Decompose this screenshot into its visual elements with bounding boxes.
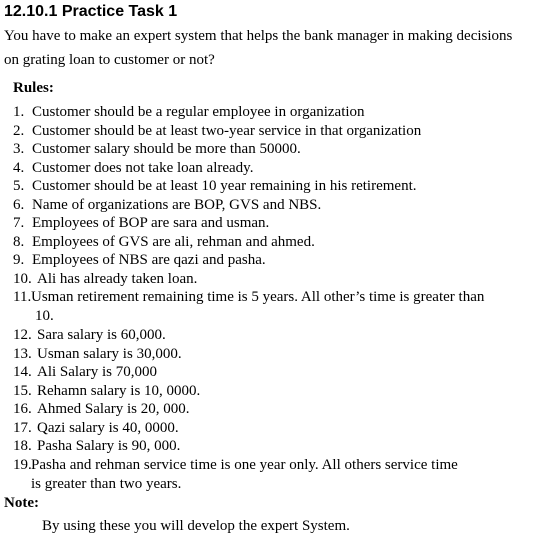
rule-number: 3. [13, 141, 25, 157]
rule-item [13, 159, 253, 178]
rule-number: 19. [13, 457, 32, 473]
rule-text: Customer should be at least two-year service in that organization [32, 122, 422, 139]
rule-number: 6. [13, 196, 25, 213]
section-heading: 12.10.1 Practice Task 1 [4, 3, 178, 20]
rules-label: Rules: [13, 80, 54, 96]
rule-item [13, 122, 421, 141]
rule-text: Employees of BOP are sara and usman. [32, 215, 270, 231]
rule-number: 15. [13, 382, 32, 399]
rule-number: 18. [13, 438, 32, 454]
rule-text: Qazi salary is 40, 0000. [37, 419, 179, 436]
note-label: Note: [4, 495, 39, 511]
rule-number: 8. [13, 233, 25, 250]
rule-text: Customer salary should be more than 50000. [32, 141, 301, 157]
rule-item [13, 233, 315, 252]
rule-item [13, 419, 179, 438]
rule-item [13, 140, 301, 159]
rule-item [13, 456, 458, 475]
rule-item [13, 382, 200, 401]
rule-item [13, 437, 180, 456]
rule-text: Employees of NBS are qazi and pasha. [32, 252, 266, 268]
rule-number: 4. [13, 159, 25, 176]
rule-item [13, 270, 197, 289]
rule-item [13, 251, 266, 270]
intro-paragraph: You have to make an expert system that helps the bank manager in making decisions on grating loan to customer or not? [4, 28, 513, 68]
rule-text: Ali has already taken loan. [37, 270, 198, 287]
rule-item [13, 326, 166, 345]
rule-number: 12. [13, 327, 32, 343]
rule-text: Usman retirement remaining time is 5 years. All other’s time is greater than [31, 289, 485, 305]
rule-item [13, 345, 182, 364]
rule-continuation: 10. [35, 307, 54, 324]
rule-number: 17. [13, 419, 32, 436]
rule-number: 16. [13, 401, 32, 417]
rule-number: 7. [13, 215, 25, 231]
rule-text: Customer should be a regular employee in organization [32, 104, 365, 120]
rule-number: 5. [13, 178, 25, 194]
rule-item [13, 196, 321, 215]
rule-text: Sara salary is 60,000. [37, 327, 166, 343]
rule-number: 1. [13, 104, 25, 120]
rule-number: 13. [13, 345, 32, 362]
rule-item [13, 214, 269, 233]
rule-item [13, 363, 157, 382]
rule-text: Pasha Salary is 90, 000. [37, 438, 181, 454]
rule-number: 2. [13, 122, 25, 139]
rule-item [13, 177, 417, 196]
rule-text: Rehamn salary is 10, 0000. [37, 382, 201, 399]
rule-text: Name of organizations are BOP, GVS and NBS. [32, 196, 322, 213]
rule-item [13, 288, 484, 307]
rule-item [13, 103, 365, 122]
rule-text: Customer does not take loan already. [32, 159, 254, 176]
note-text: By using these you will develop the expert System. [42, 518, 350, 534]
rule-number: 10. [13, 270, 32, 287]
rule-text: Employees of GVS are ali, rehman and ahmed. [32, 233, 315, 250]
rule-continuation: is greater than two years. [31, 475, 182, 492]
rule-item [13, 400, 189, 419]
rule-text: Ali Salary is 70,000 [37, 364, 157, 380]
rule-number: 14. [13, 364, 32, 380]
rule-text: Customer should be at least 10 year remaining in his retirement. [32, 178, 417, 194]
rule-number: 11. [13, 289, 32, 305]
rule-text: Pasha and rehman service time is one year only. All others service time [31, 457, 458, 473]
rule-text: Ahmed Salary is 20, 000. [37, 401, 190, 417]
rule-number: 9. [13, 252, 25, 268]
rule-text: Usman salary is 30,000. [37, 345, 182, 362]
